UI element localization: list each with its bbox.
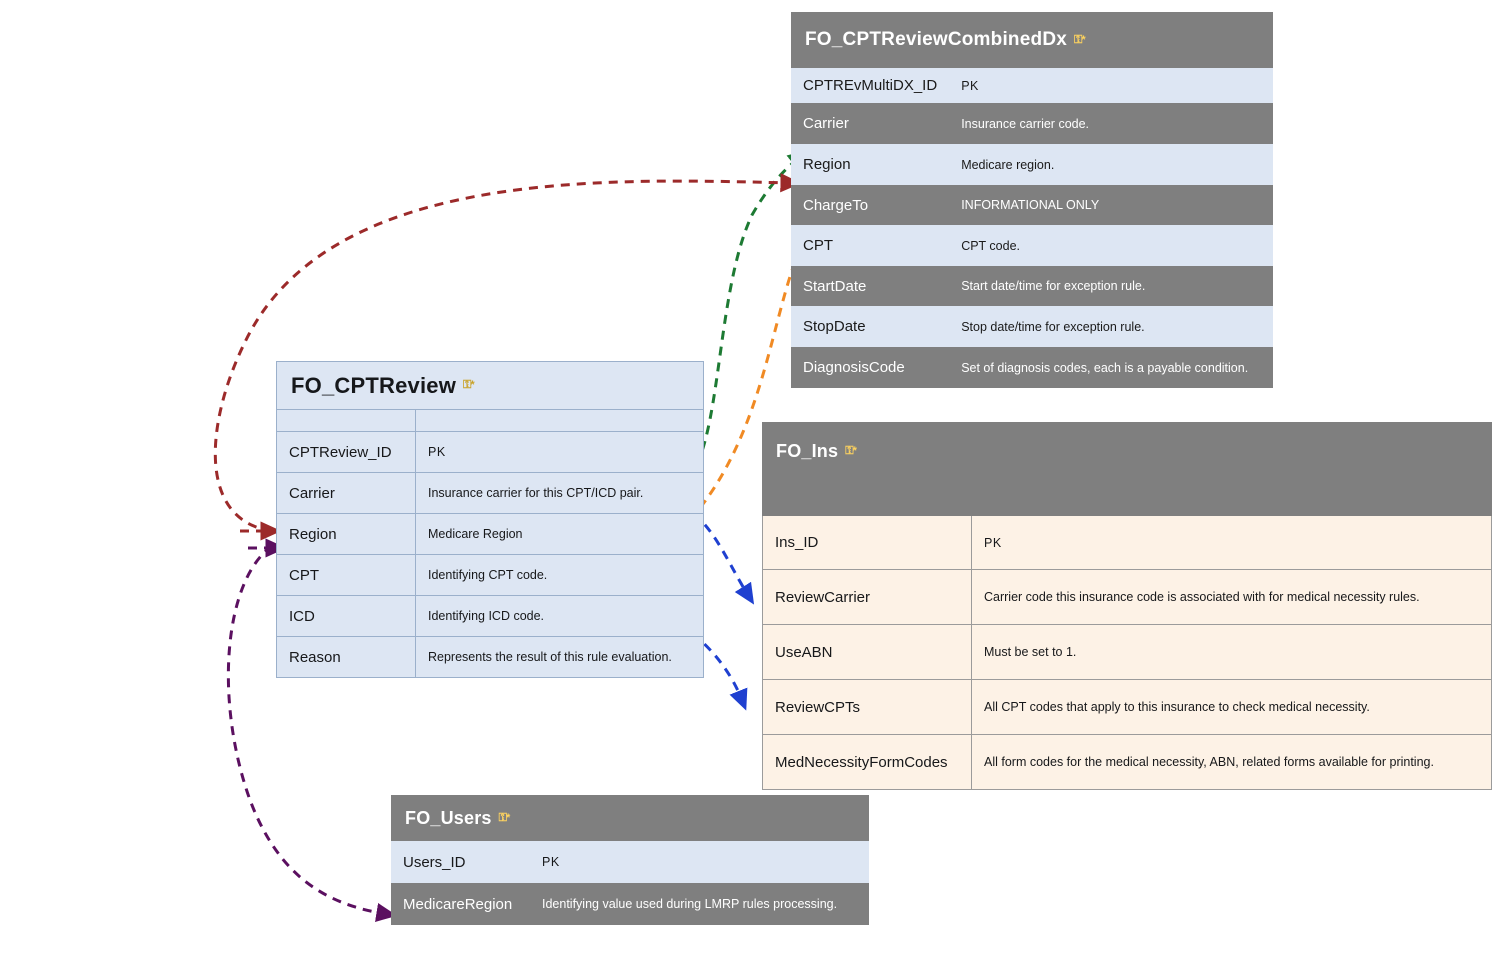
entity-header: [391, 795, 869, 841]
field-name: Ins_ID: [763, 516, 972, 570]
field-name: Carrier: [791, 103, 949, 144]
table-row[interactable]: [791, 225, 1273, 266]
field-name: Region: [277, 514, 416, 555]
field-desc: Insurance carrier code.: [949, 103, 1273, 144]
field-desc: Insurance carrier for this CPT/ICD pair.: [416, 473, 704, 514]
field-desc: Stop date/time for exception rule.: [949, 306, 1273, 347]
table-row[interactable]: [763, 625, 1492, 680]
field-desc: All form codes for the medical necessity, ABN, related forms available for printing.: [972, 735, 1492, 790]
entity-fo-users[interactable]: [391, 795, 869, 925]
field-desc: CPT code.: [949, 225, 1273, 266]
field-name: Carrier: [277, 473, 416, 514]
field-name: CPTReview_ID: [277, 432, 416, 473]
field-name: StartDate: [791, 266, 949, 306]
entity-title: FO_CPTReview: [291, 372, 457, 398]
field-name: CPT: [791, 225, 949, 266]
table-row[interactable]: [763, 735, 1492, 790]
field-name: StopDate: [791, 306, 949, 347]
key-icon: ⚿*: [463, 379, 474, 391]
table-row[interactable]: [277, 514, 704, 555]
field-desc: Represents the result of this rule evaluation.: [416, 637, 704, 678]
table-row[interactable]: [277, 410, 704, 432]
entity-fo-cptreviewcombineddx[interactable]: [791, 12, 1273, 388]
table-row[interactable]: [391, 841, 869, 883]
field-name: DiagnosisCode: [791, 347, 949, 388]
field-name: MedicareRegion: [391, 883, 530, 925]
field-desc: PK: [530, 841, 869, 883]
entity-header: [762, 422, 1492, 481]
field-desc: Medicare Region: [416, 514, 704, 555]
table-row[interactable]: [391, 883, 869, 925]
entity-fields: [762, 481, 1492, 790]
table-row[interactable]: [763, 516, 1492, 570]
entity-header: [276, 361, 704, 409]
field-name: Users_ID: [391, 841, 530, 883]
key-icon: ⚿*: [498, 811, 510, 824]
table-row[interactable]: [791, 347, 1273, 388]
field-desc: Identifying ICD code.: [416, 596, 704, 637]
entity-fields: [391, 841, 869, 925]
key-icon: ⚿*: [1074, 33, 1085, 46]
field-name: [763, 482, 972, 516]
field-name: CPTREvMultiDX_ID: [791, 68, 949, 103]
field-name: ReviewCPTs: [763, 680, 972, 735]
entity-fo-cptreview[interactable]: [276, 361, 704, 678]
field-name: UseABN: [763, 625, 972, 680]
entity-header: [791, 12, 1273, 68]
field-desc: PK: [416, 432, 704, 473]
field-desc: Start date/time for exception rule.: [949, 266, 1273, 306]
table-row[interactable]: [763, 482, 1492, 516]
field-name: Reason: [277, 637, 416, 678]
table-row[interactable]: [763, 680, 1492, 735]
field-desc: Medicare region.: [949, 144, 1273, 185]
entity-title: FO_Ins: [776, 441, 839, 461]
entity-fields: [791, 68, 1273, 388]
field-name: CPT: [277, 555, 416, 596]
field-desc: All CPT codes that apply to this insurance to check medical necessity.: [972, 680, 1492, 735]
table-row[interactable]: [791, 306, 1273, 347]
table-row[interactable]: [791, 266, 1273, 306]
field-name: Region: [791, 144, 949, 185]
table-row[interactable]: [277, 473, 704, 514]
field-desc: PK: [949, 68, 1273, 103]
table-row[interactable]: [791, 144, 1273, 185]
entity-fo-ins[interactable]: [762, 422, 1492, 790]
table-row[interactable]: [277, 432, 704, 473]
key-icon: ⚿*: [845, 445, 856, 457]
table-row[interactable]: [277, 555, 704, 596]
table-row[interactable]: [277, 596, 704, 637]
field-desc: Must be set to 1.: [972, 625, 1492, 680]
field-desc: Carrier code this insurance code is associated with for medical necessity rules.: [972, 570, 1492, 625]
field-name: ICD: [277, 596, 416, 637]
field-name: [277, 410, 416, 432]
field-desc: INFORMATIONAL ONLY: [949, 185, 1273, 225]
table-row[interactable]: [763, 570, 1492, 625]
field-desc: [416, 410, 704, 432]
field-desc: Identifying CPT code.: [416, 555, 704, 596]
table-row[interactable]: [791, 68, 1273, 103]
entity-fields: [276, 409, 704, 678]
field-name: ReviewCarrier: [763, 570, 972, 625]
field-desc: Set of diagnosis codes, each is a payable condition.: [949, 347, 1273, 388]
table-row[interactable]: [791, 103, 1273, 144]
field-name: MedNecessityFormCodes: [763, 735, 972, 790]
table-row[interactable]: [791, 185, 1273, 225]
field-name: ChargeTo: [791, 185, 949, 225]
field-desc: PK: [972, 516, 1492, 570]
field-desc: [972, 482, 1492, 516]
entity-title: FO_CPTReviewCombinedDx: [805, 29, 1068, 50]
table-row[interactable]: [277, 637, 704, 678]
entity-title: FO_Users: [405, 807, 492, 828]
field-desc: Identifying value used during LMRP rules processing.: [530, 883, 869, 925]
